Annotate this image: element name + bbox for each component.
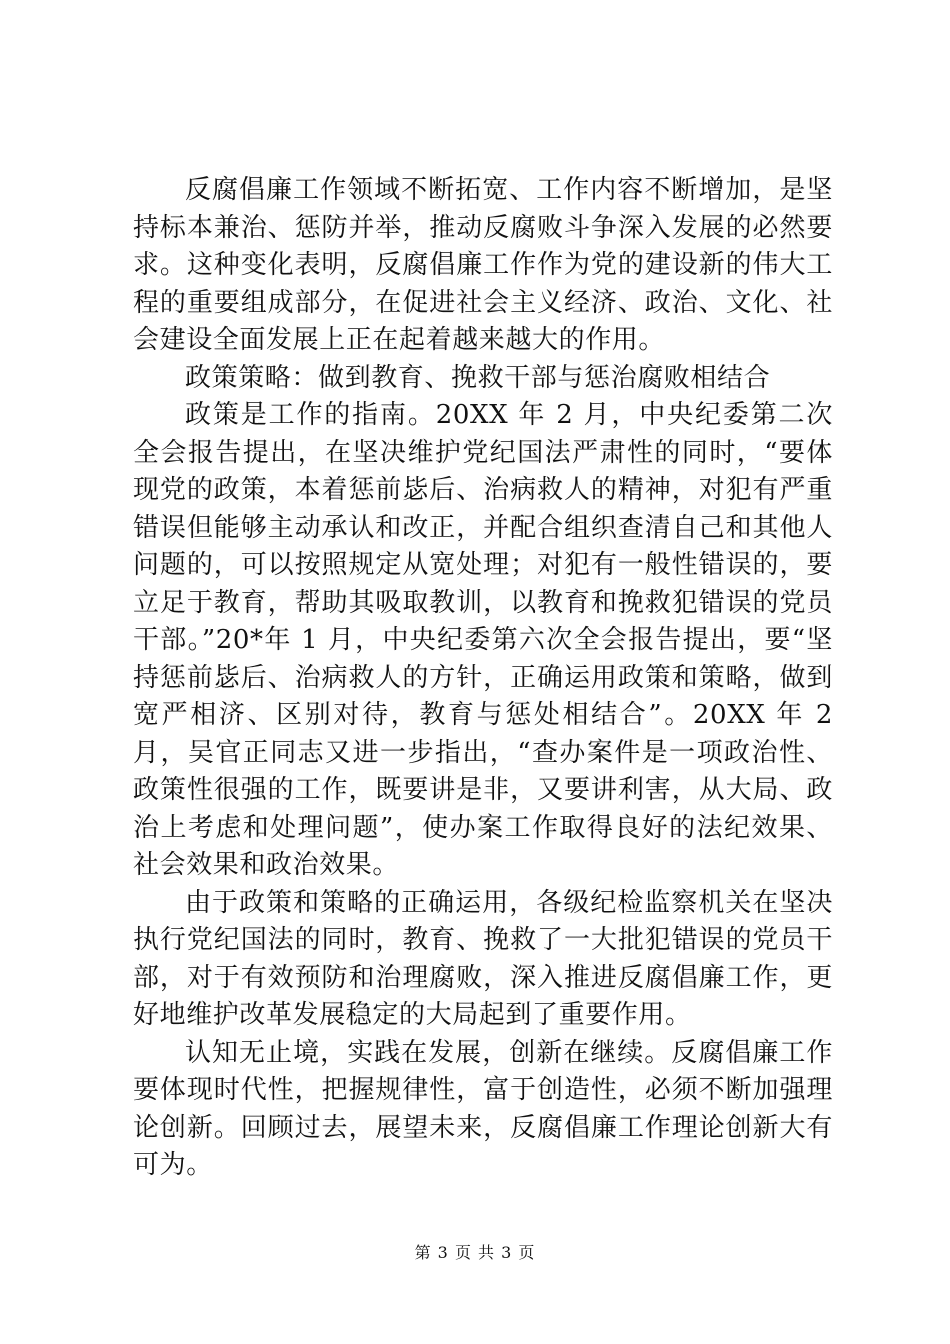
- paragraph: 认知无止境，实践在发展，创新在继续。反腐倡廉工作要体现时代性，把握规律性，富于创造性，必须不断加强理论创新。回顾过去，展望未来，反腐倡廉工作理论创新大有可为。: [133, 1037, 833, 1180]
- paragraph: 反腐倡廉工作领域不断拓宽、工作内容不断增加，是坚持标本兼治、惩防并举，推动反腐败斗争深入发展的必然要求。这种变化表明，反腐倡廉工作作为党的建设新的伟大工程的重要组成部分，在促进社会主义经济、政治、文化、社会建设全面发展上正在起着越来越大的作用。: [133, 175, 833, 355]
- paragraph: 政策是工作的指南。20XX 年 2 月，中央纪委第二次全会报告提出，在坚决维护党纪国法严肃性的同时，“要体现党的政策，本着惩前毖后、治病救人的精神，对犯有严重错误但能够主动承认和改正，并配合组织查清自己和其他人问题的，可以按照规定从宽处理；对犯有一般性错误的，要立足于教育，帮助其吸取教训，以教育和挽救犯错误的党员干部。”20*年 1 月，中央纪委第六次全会报告提出，要“坚持惩前毖后、治病救人的方针，正确运用政策和策略，做到宽严相济、区别对待，教育与惩处相结合”。20XX 年 2 月，吴官正同志又进一步指出，“查办案件是一项政治性、政策性很强的工作，既要讲是非，又要讲利害，从大局、政治上考虑和处理问题”，使办案工作取得良好的法纪效果、社会效果和政治效果。: [133, 400, 833, 880]
- page-footer: 第 3 页 共 3 页: [414, 1243, 536, 1262]
- paragraph: 由于政策和策略的正确运用，各级纪检监察机关在坚决执行党纪国法的同时，教育、挽救了一大批犯错误的党员干部，对于有效预防和治理腐败，深入推进反腐倡廉工作，更好地维护改革发展稳定的大局起到了重要作用。: [133, 887, 833, 1030]
- section-heading: 政策策略：做到教育、挽救干部与惩治腐败相结合: [185, 362, 771, 393]
- document-body: [133, 172, 833, 1185]
